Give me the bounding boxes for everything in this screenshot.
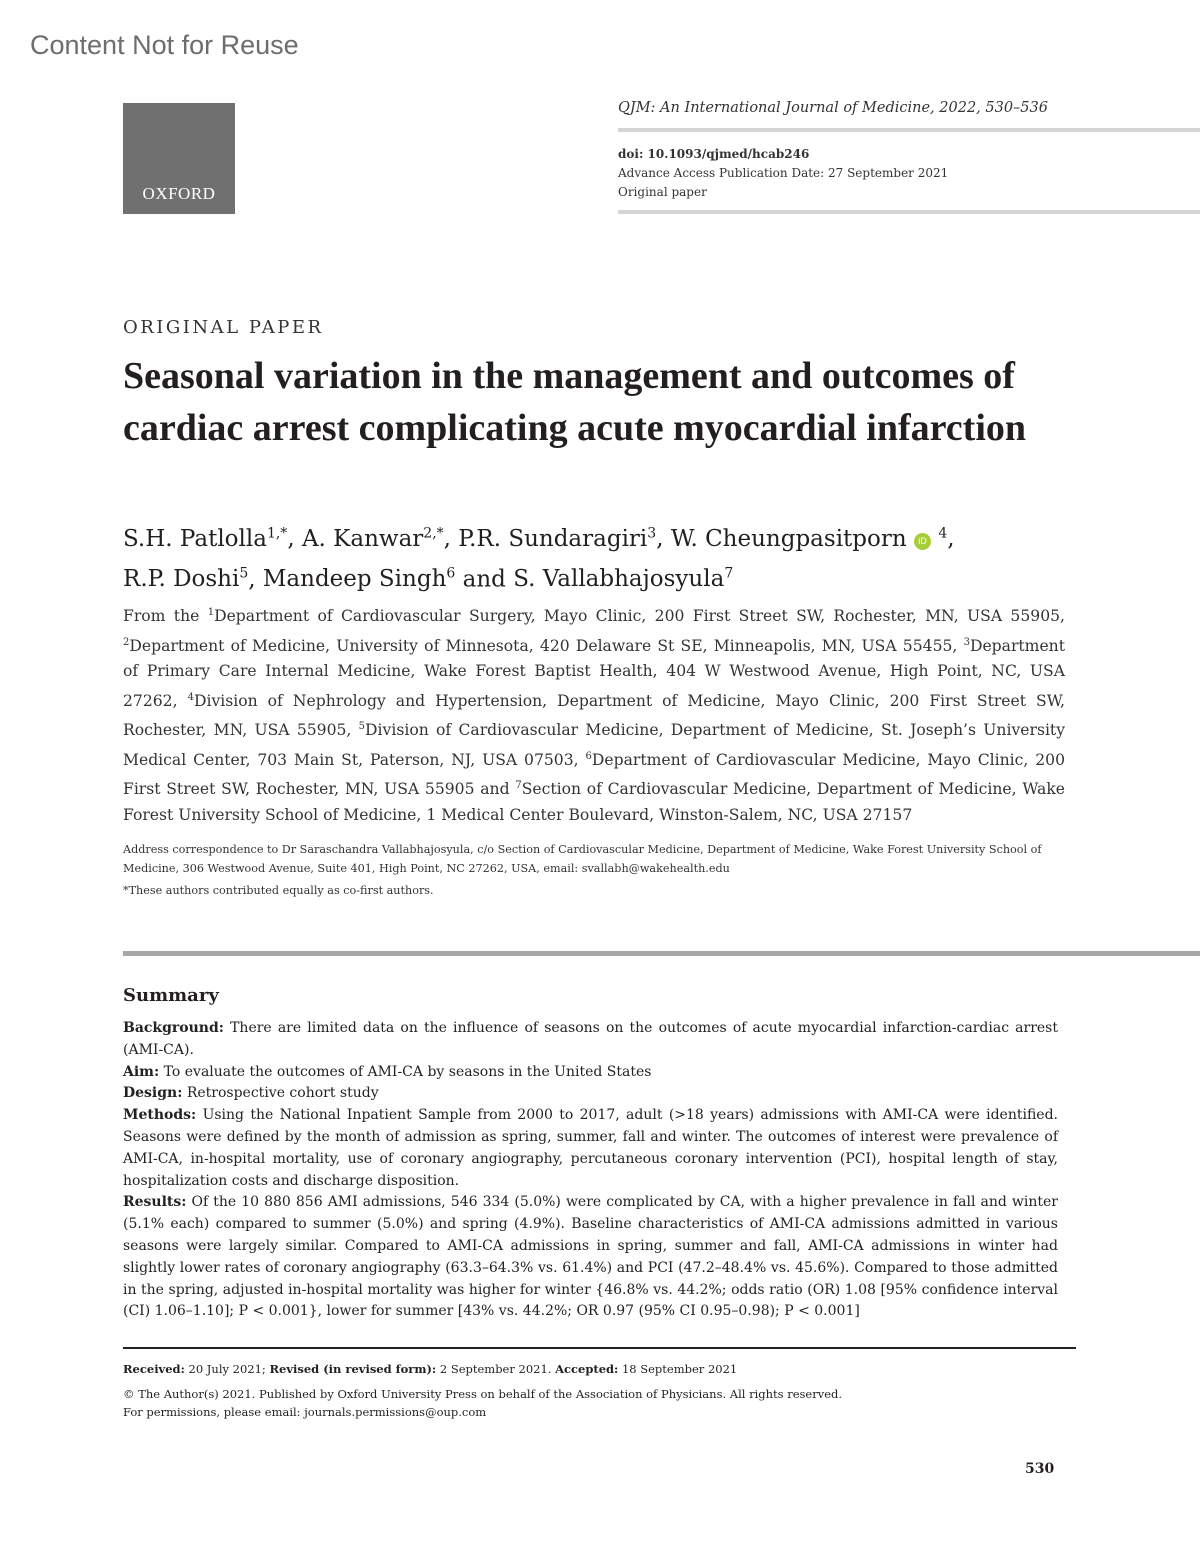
article-title: Seasonal variation in the management and outcomes of cardiac arrest complicating acute myocardial infarction	[123, 355, 1027, 449]
copyright-block	[123, 1385, 842, 1421]
orcid-icon[interactable]: iD	[914, 533, 931, 550]
page-number: 530	[1025, 1461, 1055, 1477]
summary-aim: Aim: To evaluate the outcomes of AMI-CA by seasons in the United States	[123, 1063, 652, 1080]
watermark: Content Not for Reuse	[30, 30, 299, 60]
equal-contribution-note: *These authors contributed equally as co-first authors.	[123, 884, 434, 897]
permissions: For permissions, please email: journals.permissions@oup.com	[123, 1405, 487, 1419]
author[interactable]: S.H. Patlolla$^{1,*}$	[123, 525, 288, 552]
summary-body	[123, 1018, 1058, 1323]
summary-heading: Summary	[123, 985, 219, 1006]
summary-design: Design: Retrospective cohort study	[123, 1085, 379, 1102]
author[interactable]: A. Kanwar$^{2,*}$	[301, 525, 444, 552]
affiliations: From the $^1$Department of Cardiovascular Surgery, Mayo Clinic, 200 First Street SW, Rochester, MN, USA 55905, $^2$Department of Medicine, University of Minnesota, 420 Delaware St SE, Minneapolis, MN, USA 55455, $^3$Department of Primary Care Internal Medicine, Wake Forest Baptist Health, 404 W Westwood Avenue, High Point, NC, USA 27262, $^4$Division of Nephrology and Hypertension, Department of Medicine, Mayo Clinic, 200 First Street SW, Rochester, MN, USA 55905, $^5$Division of Cardiovascular Medicine, Department of Medicine, St. Joseph’s University Medical Center, 703 Main St, Paterson, NJ, USA 07503, $^6$Department of Cardiovascular Medicine, Mayo Clinic, 200 First Street SW, Rochester, MN, USA 55905 and $^7$Section of Cardiovascular Medicine, Department of Medicine, Wake Forest University School of Medicine, 1 Medical Center Boulevard, Winston-Salem, NC, USA 27157	[123, 607, 1066, 824]
article-dates: Received: 20 July 2021; Revised (in revised form): 2 September 2021. Accepted: 18 September 2021	[123, 1362, 738, 1376]
correspondence: Address correspondence to Dr Saraschandra Vallabhajosyula, c/o Section of Cardiovascular Medicine, Department of Medicine, Wake Forest University School of Medicine, 306 Westwood Avenue, Suite 401, High Point, NC 27262, USA, email: svallabh@wakehealth.edu	[123, 843, 1042, 875]
summary-methods: Methods: Using the National Inpatient Sample from 2000 to 2017, adult (>18 years) admissions with AMI-CA were identified. Seasons were defined by the month of admission as spring, summer, fall and winter. The outcomes of interest were prevalence of AMI-CA, in-hospital mortality, use of coronary angiography, percutaneous coronary intervention (PCI), hospital length of stay, hospitalization costs and discharge disposition.	[123, 1107, 1058, 1189]
author[interactable]: W. Cheungpasitporn iD $^4$	[670, 525, 948, 552]
summary-results: Results: Of the 10 880 856 AMI admissions, 546 334 (5.0%) were complicated by CA, with a higher prevalence in fall and winter (5.1% each) compared to summer (5.0%) and spring (4.9%). Baseline characteristics of AMI-CA admissions admitted in various seasons were largely similar. Compared to AMI-CA admissions in spring, summer and fall, AMI-CA admissions in winter had slightly lower rates of coronary angiography (63.3–64.3% vs. 61.4%) and PCI (47.2–48.4% vs. 45.6%). Compared to those admitted in the spring, adjusted in-hospital mortality was higher for winter {46.8% vs. 44.2%; odds ratio (OR) 1.08 [95% confidence interval (CI) 1.06–1.10]; P < 0.001}, lower for summer [43% vs. 44.2%; OR 0.97 (95% CI 0.95–0.98); P < 0.001]	[123, 1194, 1058, 1320]
logo-text: OXFORD	[142, 184, 216, 203]
header-rule	[618, 128, 1200, 132]
summary-rule	[123, 951, 1200, 956]
author[interactable]: Mandeep Singh$^6$	[262, 565, 456, 593]
summary-background: Background: There are limited data on the influence of seasons on the outcomes of acute myocardial infarction-cardiac arrest (AMI-CA).	[123, 1020, 1058, 1058]
oxford-logo	[123, 103, 235, 214]
article-meta	[618, 145, 948, 202]
doi-link[interactable]: doi: 10.1093/qjmed/hcab246	[618, 147, 810, 161]
header-rule	[618, 210, 1200, 214]
author-list: S.H. Patlolla$^{1,*}$, A. Kanwar$^{2,*}$, P.R. Sundaragiri$^3$, W. Cheungpasitporn iD $^4$, R.P. Doshi$^5$, Mandeep Singh$^6$ and S. Vallabhajosyula$^7$	[123, 525, 955, 593]
article-type: Original paper	[618, 185, 707, 199]
advance-access-date: Advance Access Publication Date: 27 September 2021	[618, 166, 949, 180]
journal-citation: QJM: An International Journal of Medicine, 2022, 530–536	[618, 100, 1048, 116]
article-kicker: ORIGINAL PAPER	[123, 317, 324, 338]
author[interactable]: P.R. Sundaragiri$^3$	[458, 525, 657, 552]
author[interactable]: R.P. Doshi$^5$	[123, 565, 249, 593]
footer-rule	[123, 1347, 1076, 1349]
author[interactable]: S. Vallabhajosyula$^7$	[513, 565, 734, 593]
copyright: © The Author(s) 2021. Published by Oxford University Press on behalf of the Association of Physicians. All rights reserved.	[123, 1387, 843, 1401]
